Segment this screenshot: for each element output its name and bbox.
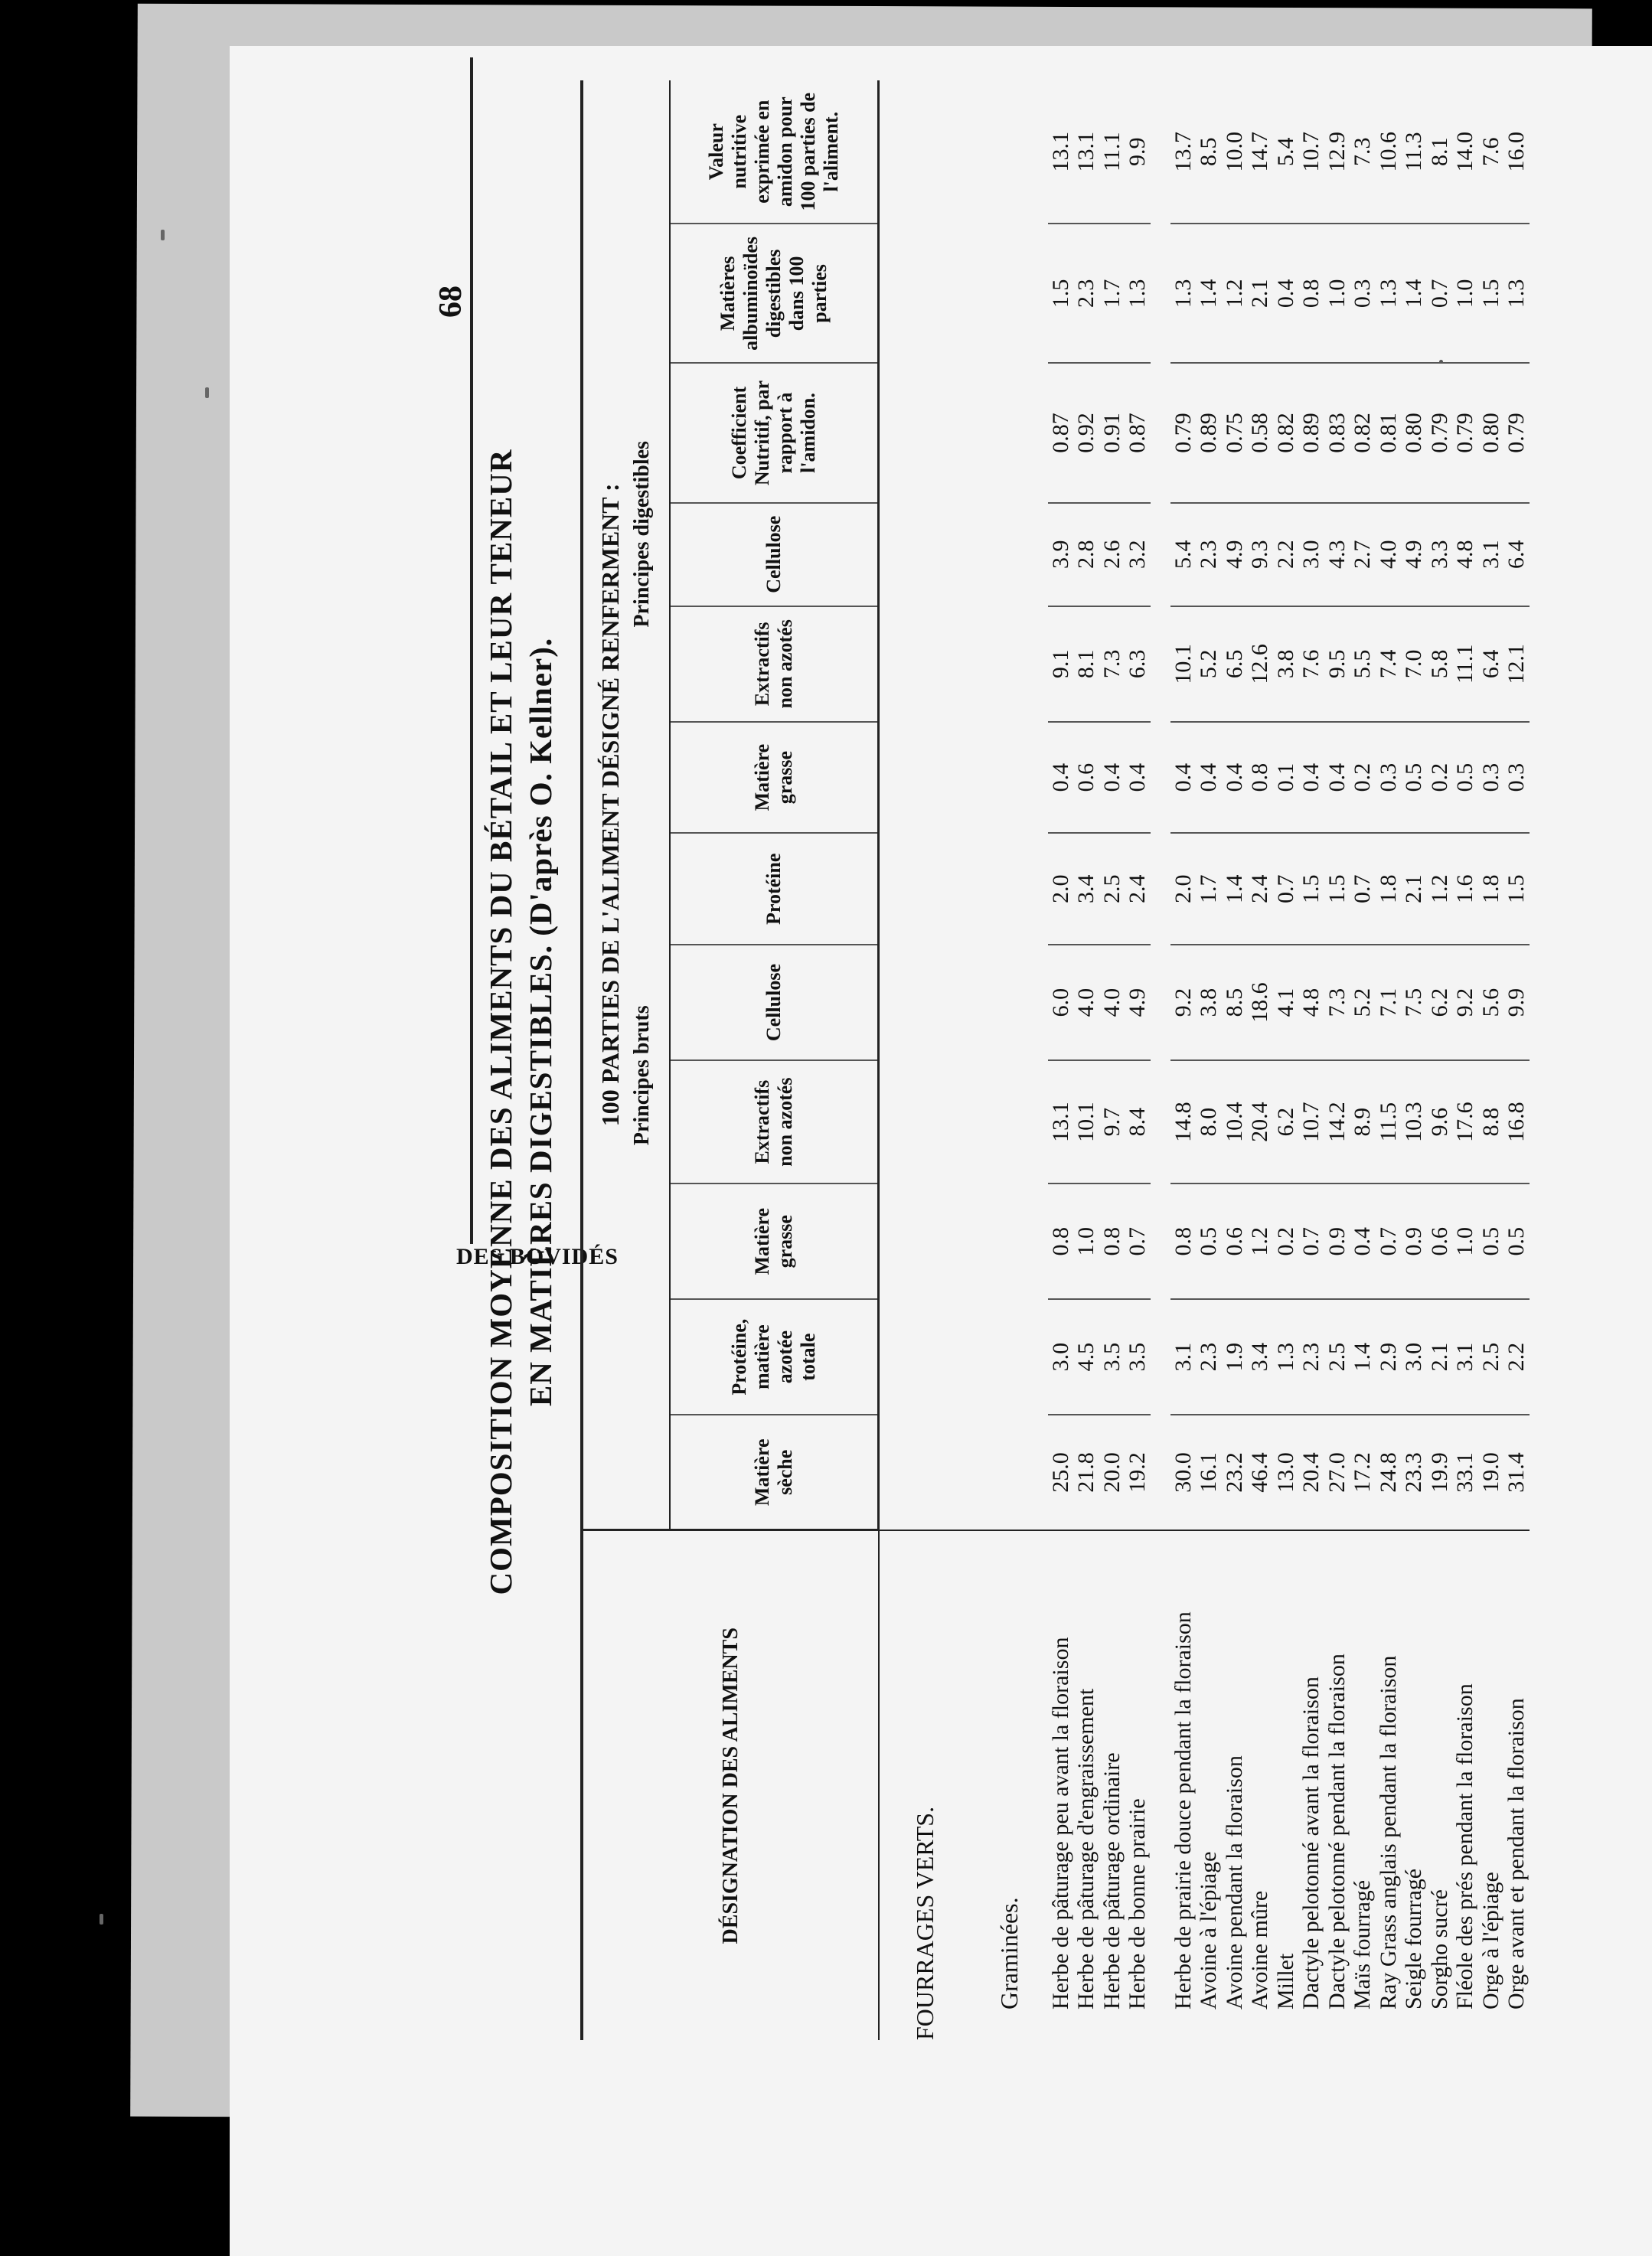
value-cell: 3.0 <box>1048 1299 1074 1415</box>
value-cell: 19.9 <box>1427 1415 1453 1530</box>
value-cell: 4.8 <box>1452 503 1478 606</box>
value-cell: 0.3 <box>1503 722 1530 834</box>
value-cell: 1.2 <box>1247 1184 1273 1299</box>
value-cell: 0.4 <box>1170 722 1197 834</box>
col-header: Extractifs non azotés <box>670 606 879 722</box>
value-cell: 10.3 <box>1401 1060 1427 1184</box>
subsection-label: Graminées. <box>971 1530 1048 2040</box>
value-cell: 2.1 <box>1401 833 1427 945</box>
value-cell: 14.8 <box>1170 1060 1197 1184</box>
value-cell: 2.3 <box>1298 1299 1324 1415</box>
value-cell: 3.2 <box>1125 503 1151 606</box>
table-row <box>1350 80 1376 2040</box>
value-cell: 5.5 <box>1350 606 1376 722</box>
value-cell: 14.0 <box>1452 131 1477 172</box>
value-cell: 14.7 <box>1247 131 1272 172</box>
value-cell: 0.91 <box>1099 363 1125 502</box>
value-cell: 1.0 <box>1073 1184 1099 1299</box>
value-cell: 2.0 <box>1048 833 1074 945</box>
col-header: Coefficient Nutritif, par rapport à l'amidon. <box>670 363 879 502</box>
value-cell: 0.4 <box>1196 722 1222 834</box>
value-cell: 9.5 <box>1324 606 1350 722</box>
table-row <box>1247 80 1273 2040</box>
value-cell: 1.5 <box>1503 833 1530 945</box>
value-cell: 14.2 <box>1324 1060 1350 1184</box>
value-cell: 24.8 <box>1376 1415 1402 1530</box>
page-number: 68 <box>433 286 469 318</box>
value-cell: 3.4 <box>1247 1299 1273 1415</box>
value-cell: 1.9 <box>1222 1299 1248 1415</box>
value-cell: 0.79 <box>1452 363 1478 502</box>
value-cell: 0.4 <box>1273 224 1299 363</box>
value-cell: 8.5 <box>1196 137 1221 166</box>
table-row <box>1427 80 1453 2040</box>
value-cell: 0.4 <box>1298 722 1324 834</box>
food-name: Herbe de pâturage d'engraissement <box>1073 1530 1099 2040</box>
value-cell: 16.8 <box>1503 1060 1530 1184</box>
table-row <box>1376 80 1402 2040</box>
value-cell: 0.83 <box>1324 363 1350 502</box>
value-cell: 6.3 <box>1125 606 1151 722</box>
value-cell: 0.87 <box>1048 363 1074 502</box>
col-header: Matières albuminoïdes digestibles dans 100 parties <box>670 224 879 363</box>
header-row-groups <box>582 80 670 2040</box>
value-cell: 2.3 <box>1196 503 1222 606</box>
value-cell: 8.1 <box>1426 137 1452 166</box>
value-cell: 1.2 <box>1222 224 1248 363</box>
value-cell: 19.2 <box>1125 1415 1151 1530</box>
value-cell: 0.80 <box>1478 363 1504 502</box>
food-name: Avoine mûre <box>1247 1530 1273 2040</box>
value-cell: 3.1 <box>1478 503 1504 606</box>
value-cell: 9.6 <box>1427 1060 1453 1184</box>
food-name: Seigle fourragé <box>1401 1530 1427 2040</box>
value-cell: 0.80 <box>1401 363 1427 502</box>
value-cell: 9.3 <box>1247 503 1273 606</box>
value-cell: 0.7 <box>1350 833 1376 945</box>
value-cell: 0.7 <box>1273 833 1299 945</box>
value-cell: 18.6 <box>1247 945 1273 1060</box>
value-cell: 4.5 <box>1073 1299 1099 1415</box>
col-header: Cellulose <box>670 945 879 1060</box>
value-cell: 6.2 <box>1427 945 1453 1060</box>
food-name: Dactyle pelotonné avant la floraison <box>1298 1530 1324 2040</box>
value-cell: 31.4 <box>1503 1415 1530 1530</box>
value-cell: 0.2 <box>1273 1184 1299 1299</box>
food-name: Herbe de pâturage ordinaire <box>1099 1530 1125 2040</box>
value-cell: 8.0 <box>1196 1060 1222 1184</box>
value-cell: 1.0 <box>1452 224 1478 363</box>
value-cell: 1.5 <box>1324 833 1350 945</box>
value-cell: 9.2 <box>1170 945 1197 1060</box>
value-cell: 0.9 <box>1324 1184 1350 1299</box>
value-cell: 0.82 <box>1350 363 1376 502</box>
table-title <box>481 65 560 1979</box>
value-cell: 10.1 <box>1170 606 1197 722</box>
value-cell: 13.1 <box>1048 1060 1074 1184</box>
food-name: Herbe de bonne prairie <box>1125 1530 1151 2040</box>
value-cell: 9.7 <box>1099 1060 1125 1184</box>
value-cell: 0.1 <box>1273 722 1299 834</box>
margin-mark <box>205 387 209 398</box>
value-cell: 0.89 <box>1196 363 1222 502</box>
value-cell: 6.5 <box>1222 606 1248 722</box>
value-cell: 11.5 <box>1376 1060 1402 1184</box>
value-cell: 12.6 <box>1247 606 1273 722</box>
value-cell: 4.8 <box>1298 945 1324 1060</box>
value-cell: 0.4 <box>1048 722 1074 834</box>
value-cell: 1.0 <box>1324 224 1350 363</box>
value-cell: 4.9 <box>1222 503 1248 606</box>
food-name: Fléole des prés pendant la floraison <box>1452 1530 1478 2040</box>
value-cell: 0.87 <box>1125 363 1151 502</box>
value-cell: 2.3 <box>1196 1299 1222 1415</box>
value-cell: 20.4 <box>1298 1415 1324 1530</box>
table-row <box>1048 80 1074 2040</box>
value-cell: 0.3 <box>1478 722 1504 834</box>
value-cell: 1.7 <box>1196 833 1222 945</box>
value-cell: 10.7 <box>1298 1060 1324 1184</box>
value-cell: 7.5 <box>1401 945 1427 1060</box>
table-row <box>1503 80 1530 2040</box>
value-cell: 4.9 <box>1401 503 1427 606</box>
value-cell: 9.9 <box>1125 137 1150 166</box>
value-cell: 0.5 <box>1503 1184 1530 1299</box>
value-cell: 0.79 <box>1503 363 1530 502</box>
value-cell: 25.0 <box>1048 1415 1074 1530</box>
value-cell: 5.8 <box>1427 606 1453 722</box>
table-row <box>1222 80 1248 2040</box>
col-header: Extractifs non azotés <box>670 1060 879 1184</box>
col-header: Cellulose <box>670 503 879 606</box>
value-cell: 0.3 <box>1350 224 1376 363</box>
table-row <box>1073 80 1099 2040</box>
value-cell: 2.5 <box>1099 833 1125 945</box>
value-cell: 0.58 <box>1247 363 1273 502</box>
designation-header: DÉSIGNATION DES ALIMENTS <box>582 1530 879 2040</box>
value-cell: 2.2 <box>1273 503 1299 606</box>
value-cell: 0.7 <box>1298 1184 1324 1299</box>
value-cell: 33.1 <box>1452 1415 1478 1530</box>
table-body <box>879 80 1530 2040</box>
rotated-page-content <box>427 50 1591 2040</box>
value-cell: 13.0 <box>1273 1415 1299 1530</box>
value-cell: 4.0 <box>1099 945 1125 1060</box>
value-cell: 0.3 <box>1376 722 1402 834</box>
value-cell: 7.0 <box>1401 606 1427 722</box>
group-header-text: 100 PARTIES DE L'ALIMENT DÉSIGNÉ RENFERMENT : <box>596 483 624 1127</box>
value-cell: 13.7 <box>1170 131 1196 172</box>
value-cell: 0.8 <box>1298 224 1324 363</box>
food-name: Avoine à l'épiage <box>1196 1530 1222 2040</box>
value-cell: 1.4 <box>1401 224 1427 363</box>
value-cell: 3.0 <box>1298 503 1324 606</box>
table-row <box>1170 80 1197 2040</box>
value-cell: 1.2 <box>1427 833 1453 945</box>
col-header: Matière grasse <box>670 722 879 834</box>
value-cell: 4.3 <box>1324 503 1350 606</box>
value-cell: 16.1 <box>1196 1415 1222 1530</box>
value-cell: 20.4 <box>1247 1060 1273 1184</box>
value-cell: 0.5 <box>1478 1184 1504 1299</box>
value-cell: 2.8 <box>1073 503 1099 606</box>
food-name: Herbe de prairie douce pendant la floraison <box>1170 1530 1197 2040</box>
value-cell: 3.1 <box>1452 1299 1478 1415</box>
value-cell: 4.0 <box>1073 945 1099 1060</box>
value-cell: 2.1 <box>1427 1299 1453 1415</box>
food-name: Sorgho sucré <box>1427 1530 1453 2040</box>
value-cell: 1.5 <box>1478 224 1504 363</box>
digestibles-label: Principes digestibles <box>630 441 654 628</box>
table-row <box>1196 80 1222 2040</box>
value-cell: 1.7 <box>1099 224 1125 363</box>
value-cell: 5.2 <box>1350 945 1376 1060</box>
bruts-label: Principes bruts <box>630 1005 654 1146</box>
value-cell: 10.7 <box>1298 131 1324 172</box>
value-cell: 6.4 <box>1503 503 1530 606</box>
value-cell: 6.2 <box>1273 1060 1299 1184</box>
value-cell: 0.81 <box>1376 363 1402 502</box>
value-cell: 8.5 <box>1222 945 1248 1060</box>
value-cell: 1.3 <box>1125 224 1151 363</box>
value-cell: 2.5 <box>1324 1299 1350 1415</box>
value-cell: 0.2 <box>1350 722 1376 834</box>
value-cell: 0.4 <box>1350 1184 1376 1299</box>
table-row <box>1452 80 1478 2040</box>
value-cell: 4.9 <box>1125 945 1151 1060</box>
value-cell: 4.1 <box>1273 945 1299 1060</box>
food-name: Orge à l'épiage <box>1478 1530 1504 2040</box>
value-cell: 0.4 <box>1222 722 1248 834</box>
margin-mark <box>100 1914 103 1925</box>
value-cell: 1.5 <box>1048 224 1074 363</box>
value-cell: 8.4 <box>1125 1060 1151 1184</box>
value-cell: 3.8 <box>1273 606 1299 722</box>
value-cell: 1.0 <box>1452 1184 1478 1299</box>
value-cell: 0.7 <box>1125 1184 1151 1299</box>
value-cell: 1.3 <box>1376 224 1402 363</box>
value-cell: 7.1 <box>1376 945 1402 1060</box>
value-cell: 1.4 <box>1196 224 1222 363</box>
value-cell: 20.0 <box>1099 1415 1125 1530</box>
value-cell: 10.0 <box>1221 131 1247 172</box>
table-row <box>1298 80 1324 2040</box>
value-cell: 10.1 <box>1073 1060 1099 1184</box>
value-cell: 0.6 <box>1222 1184 1248 1299</box>
value-cell: 6.0 <box>1048 945 1074 1060</box>
value-cell: 3.5 <box>1125 1299 1151 1415</box>
value-cell: 2.2 <box>1503 1299 1530 1415</box>
title-line-2: EN MATIÈRES DIGESTIBLES. (D'après O. Kellner). <box>523 637 558 1407</box>
value-cell: 2.1 <box>1247 224 1273 363</box>
value-cell: 8.1 <box>1073 606 1099 722</box>
value-cell: 7.6 <box>1477 137 1503 166</box>
table-row <box>1125 80 1151 2040</box>
value-cell: 7.3 <box>1350 137 1375 166</box>
title-line-1: COMPOSITION MOYENNE DES ALIMENTS DU BÉTAIL ET LEUR TENEUR <box>483 449 518 1595</box>
value-cell: 0.4 <box>1125 722 1151 834</box>
value-cell: 0.8 <box>1048 1184 1074 1299</box>
composition-table <box>580 80 1530 2040</box>
value-cell: 21.8 <box>1073 1415 1099 1530</box>
principes-labels <box>629 81 655 1528</box>
col-header: Valeur nutritive exprimée en amidon pour 100 parties de l'aliment. <box>670 80 879 224</box>
value-cell: 0.8 <box>1099 1184 1125 1299</box>
value-cell: 0.2 <box>1427 722 1453 834</box>
food-name: Herbe de pâturage peu avant la floraison <box>1048 1530 1074 2040</box>
value-cell: 9.9 <box>1503 945 1530 1060</box>
value-cell: 0.89 <box>1298 363 1324 502</box>
value-cell: 0.7 <box>1427 224 1453 363</box>
value-cell: 0.6 <box>1073 722 1099 834</box>
value-cell: 2.5 <box>1478 1299 1504 1415</box>
table-row <box>1478 80 1504 2040</box>
food-name: Millet <box>1273 1530 1299 2040</box>
value-cell: 3.5 <box>1099 1299 1125 1415</box>
section-row <box>879 80 971 2040</box>
value-cell: 4.0 <box>1376 503 1402 606</box>
value-cell: 2.4 <box>1247 833 1273 945</box>
value-cell: 1.8 <box>1478 833 1504 945</box>
value-cell: 2.0 <box>1170 833 1197 945</box>
value-cell: 0.82 <box>1273 363 1299 502</box>
value-cell: 46.4 <box>1247 1415 1273 1530</box>
value-cell: 5.4 <box>1170 503 1197 606</box>
value-cell: 11.1 <box>1452 606 1478 722</box>
food-name: Ray Grass anglais pendant la floraison <box>1376 1530 1402 2040</box>
table-row <box>1324 80 1350 2040</box>
value-cell: 7.6 <box>1298 606 1324 722</box>
value-cell: 2.6 <box>1099 503 1125 606</box>
value-cell: 1.6 <box>1452 833 1478 945</box>
value-cell: 7.3 <box>1099 606 1125 722</box>
section-label: FOURRAGES VERTS. <box>879 1530 971 2040</box>
value-cell: 5.6 <box>1478 945 1504 1060</box>
value-cell: 2.9 <box>1376 1299 1402 1415</box>
value-cell: 0.4 <box>1099 722 1125 834</box>
table-row <box>1401 80 1427 2040</box>
value-cell: 1.5 <box>1298 833 1324 945</box>
value-cell: 3.9 <box>1048 503 1074 606</box>
value-cell: 0.7 <box>1376 1184 1402 1299</box>
value-cell: 6.4 <box>1478 606 1504 722</box>
value-cell: 11.1 <box>1099 132 1125 171</box>
value-cell: 17.6 <box>1452 1060 1478 1184</box>
value-cell: 5.2 <box>1196 606 1222 722</box>
value-cell: 0.4 <box>1324 722 1350 834</box>
value-cell: 1.3 <box>1170 224 1197 363</box>
value-cell: 0.5 <box>1196 1184 1222 1299</box>
value-cell: 0.79 <box>1427 363 1453 502</box>
value-cell: 11.3 <box>1401 132 1426 171</box>
value-cell: 7.4 <box>1376 606 1402 722</box>
value-cell: 23.3 <box>1401 1415 1427 1530</box>
value-cell: 16.0 <box>1503 131 1529 172</box>
value-cell: 5.4 <box>1272 137 1298 166</box>
col-header: Protéine, matière azotée totale <box>670 1299 879 1415</box>
value-cell: 0.5 <box>1452 722 1478 834</box>
food-name: Dactyle pelotonné pendant la floraison <box>1324 1530 1350 2040</box>
value-cell: 7.3 <box>1324 945 1350 1060</box>
value-cell: 2.7 <box>1350 503 1376 606</box>
col-header: Matière sèche <box>670 1415 879 1530</box>
value-cell: 13.1 <box>1073 131 1099 172</box>
value-cell: 1.8 <box>1376 833 1402 945</box>
value-cell: 2.3 <box>1073 224 1099 363</box>
value-cell: 0.79 <box>1170 363 1197 502</box>
col-header: Protéine <box>670 833 879 945</box>
running-head-text: DES BOVIDÉS <box>456 1244 619 1269</box>
food-name: Orge avant et pendant la floraison <box>1503 1530 1530 2040</box>
value-cell: 3.3 <box>1427 503 1453 606</box>
value-cell: 30.0 <box>1170 1415 1197 1530</box>
food-name: Maïs fourragé <box>1350 1530 1376 2040</box>
group-header <box>582 80 670 1530</box>
value-cell: 1.4 <box>1350 1299 1376 1415</box>
margin-mark <box>161 230 165 240</box>
value-cell: 0.6 <box>1427 1184 1453 1299</box>
table-row <box>1099 80 1125 2040</box>
value-cell: 3.0 <box>1401 1299 1427 1415</box>
value-cell: 1.4 <box>1222 833 1248 945</box>
value-cell: 0.8 <box>1170 1184 1197 1299</box>
value-cell: 9.1 <box>1048 606 1074 722</box>
value-cell: 1.3 <box>1503 224 1530 363</box>
value-cell: 27.0 <box>1324 1415 1350 1530</box>
value-cell: 13.1 <box>1047 131 1073 172</box>
value-cell: 3.1 <box>1170 1299 1197 1415</box>
value-cell: 9.2 <box>1452 945 1478 1060</box>
value-cell: 17.2 <box>1350 1415 1376 1530</box>
value-cell: 10.4 <box>1222 1060 1248 1184</box>
value-cell: 23.2 <box>1222 1415 1248 1530</box>
value-cell: 3.8 <box>1196 945 1222 1060</box>
subsection-row <box>971 80 1048 2040</box>
value-cell: 0.5 <box>1401 722 1427 834</box>
group-spacer <box>1151 80 1170 2040</box>
value-cell: 3.4 <box>1073 833 1099 945</box>
value-cell: 0.8 <box>1247 722 1273 834</box>
value-cell: 10.6 <box>1375 131 1401 172</box>
value-cell: 12.9 <box>1324 131 1350 172</box>
value-cell: 8.8 <box>1478 1060 1504 1184</box>
value-cell: 19.0 <box>1478 1415 1504 1530</box>
table-row <box>1273 80 1299 2040</box>
food-name: Avoine pendant la floraison <box>1222 1530 1248 2040</box>
value-cell: 8.9 <box>1350 1060 1376 1184</box>
value-cell: 1.3 <box>1273 1299 1299 1415</box>
value-cell: 12.1 <box>1503 606 1530 722</box>
value-cell: 0.75 <box>1222 363 1248 502</box>
value-cell: 2.4 <box>1125 833 1151 945</box>
col-header: Matière grasse <box>670 1184 879 1299</box>
value-cell: 0.9 <box>1401 1184 1427 1299</box>
value-cell: 0.92 <box>1073 363 1099 502</box>
